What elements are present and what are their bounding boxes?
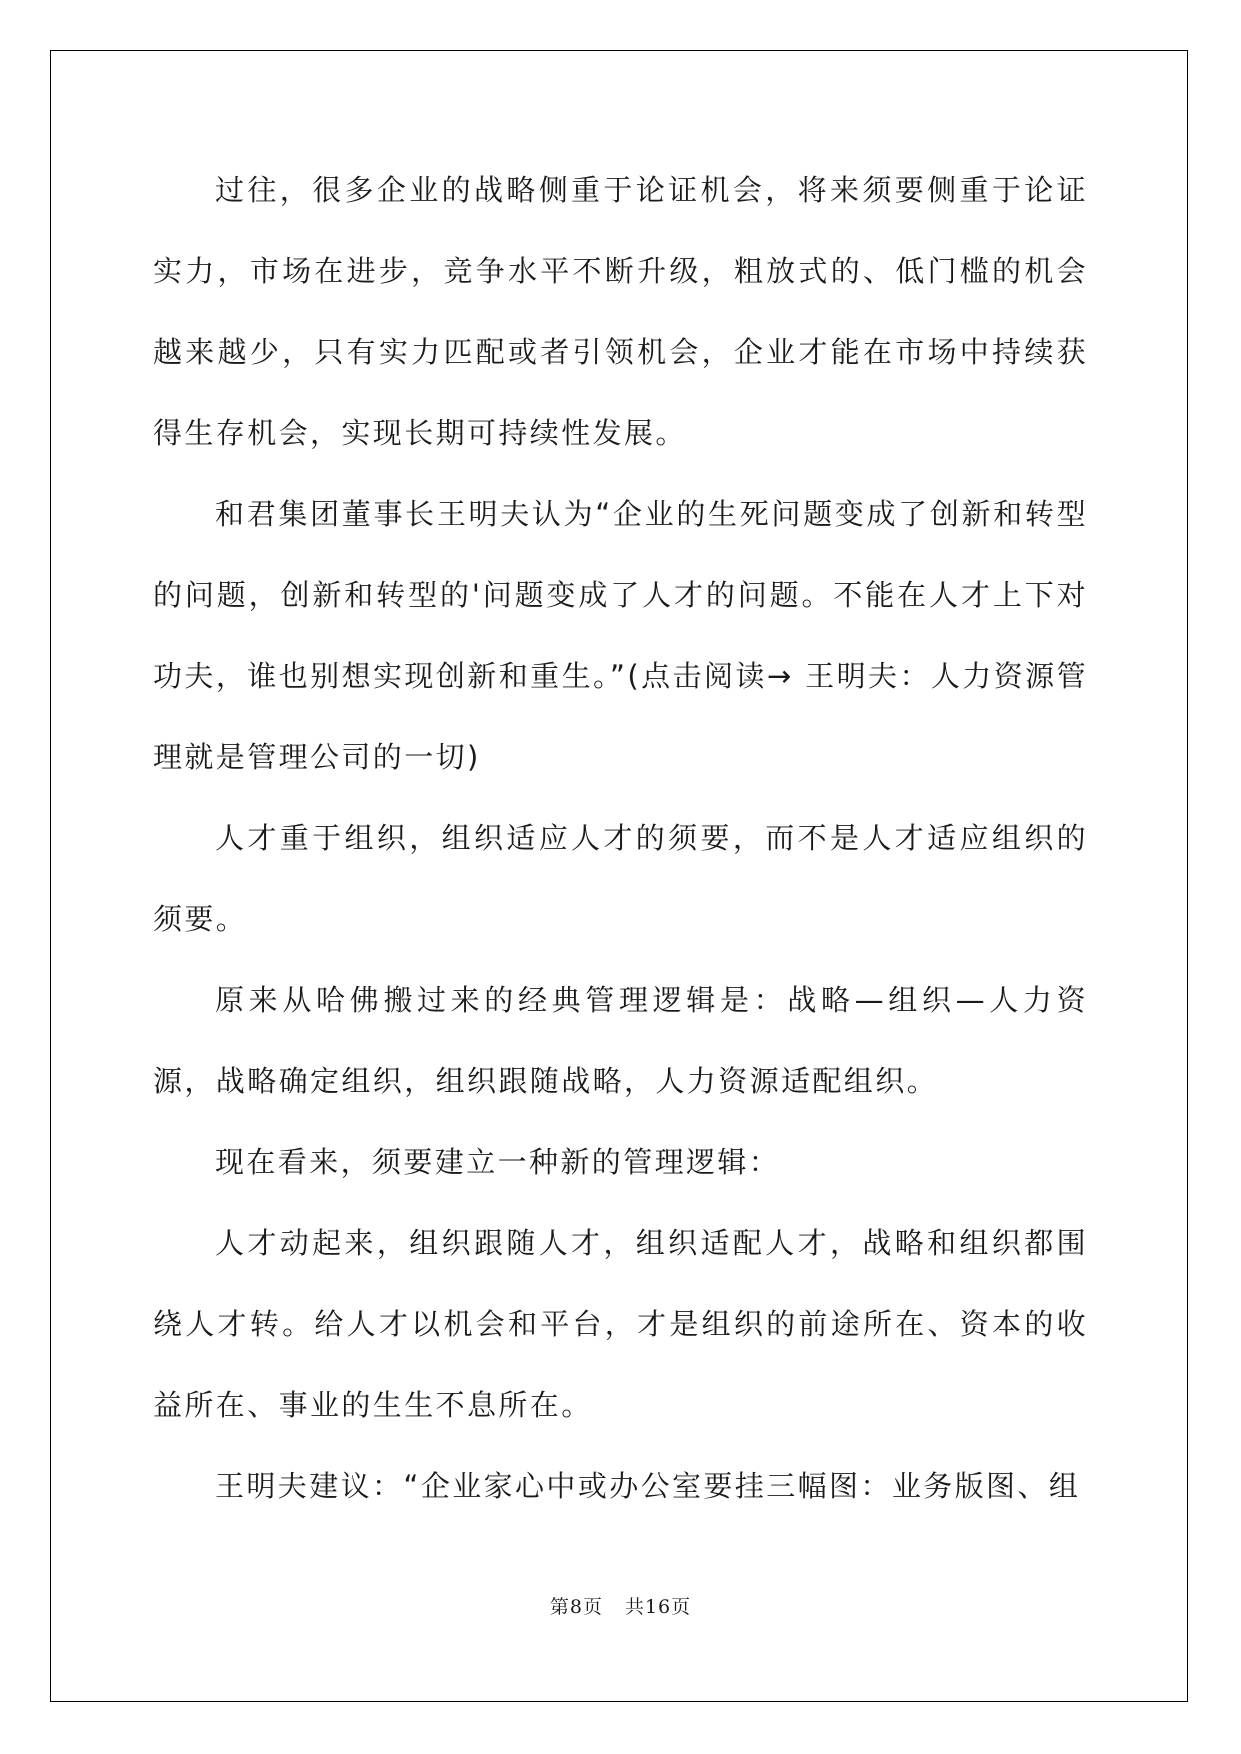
paragraph: 过往，很多企业的战略侧重于论证机会，将来须要侧重于论证实力，市场在进步，竞争水平不断升级，粗放式的、低门槛的机会越来越少，只有实力匹配或者引领机会，企业才能在市场中持续获得生存机会，实现长期可持续性发展。: [153, 173, 1088, 450]
paragraph: 原来从哈佛搬过来的经典管理逻辑是：战略—组织—人力资源，战略确定组织，组织跟随战略，人力资源适配组织。: [153, 983, 1088, 1098]
page-footer: [0, 1592, 1241, 1619]
paragraph: 现在看来，须要建立一种新的管理逻辑：: [215, 1145, 781, 1179]
paragraph: 王明夫建议：“企业家心中或办公室要挂三幅图：业务版图、组: [215, 1469, 1081, 1503]
page-number-current: 第8页: [549, 1596, 603, 1618]
paragraph: 和君集团董事长王明夫认为“企业的生死问题变成了创新和转型的问题，创新和转型的'问题变成了人才的问题。不能在人才上下对功夫，谁也别想实现创新和重生。”(点击阅读→ 王明夫：人力资源管理就是管理公司的一切): [153, 497, 1088, 774]
paragraph: 人才动起来，组织跟随人才，组织适配人才，战略和组织都围绕人才转。给人才以机会和平台，才是组织的前途所在、资本的收益所在、事业的生生不息所在。: [153, 1226, 1088, 1422]
document-body: [153, 150, 1088, 1527]
paragraph: 人才重于组织，组织适应人才的须要，而不是人才适应组织的须要。: [153, 821, 1088, 936]
page-number-total: 共16页: [624, 1596, 692, 1618]
